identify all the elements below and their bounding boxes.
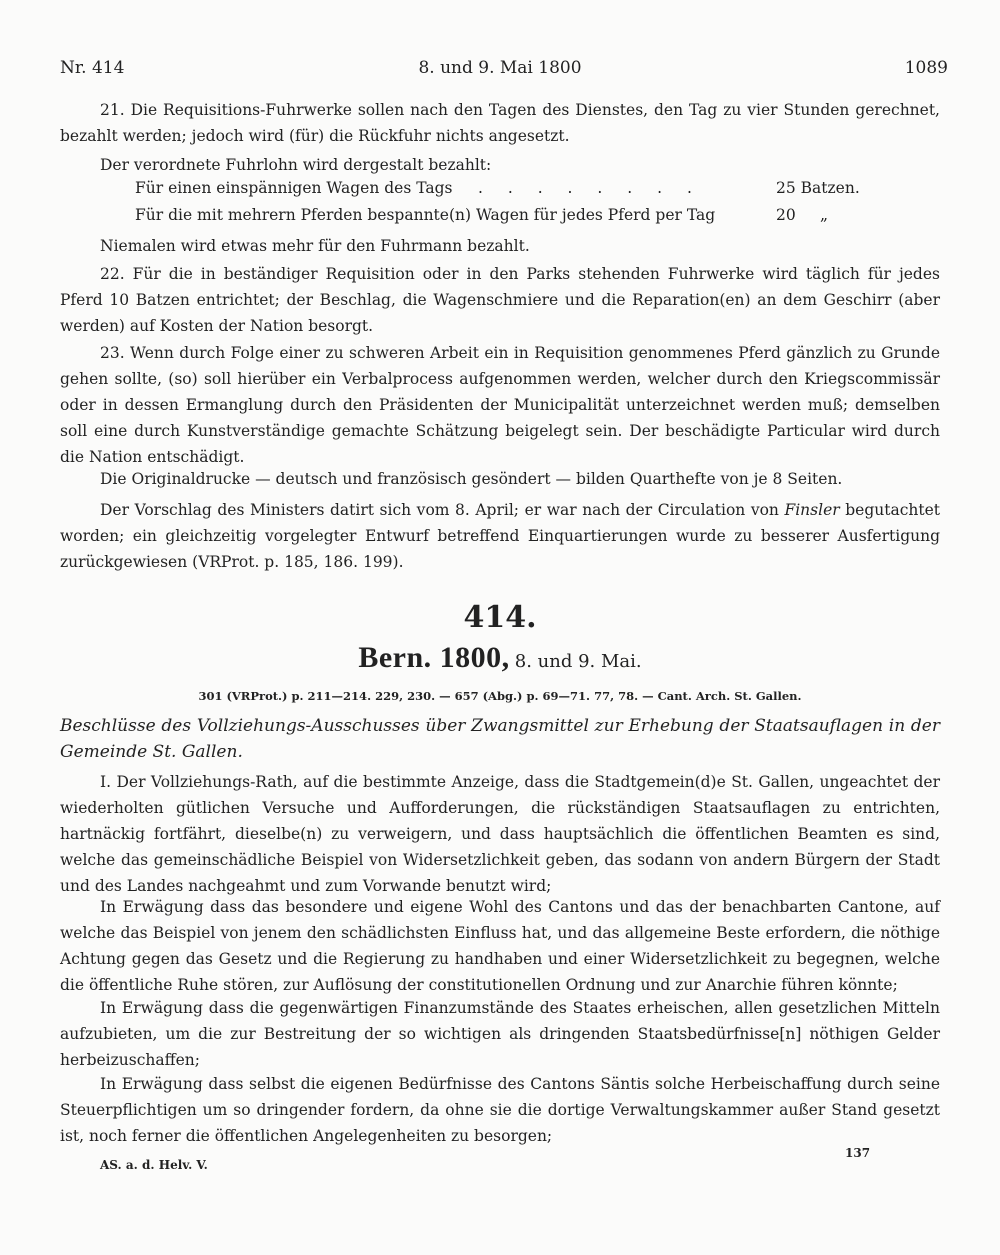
fuhrlohn-intro: Der verordnete Fuhrlohn wird dergestalt bezahlt:	[100, 156, 492, 174]
pay-line-single-horse: Für einen einspännigen Wagen des Tags	[135, 179, 453, 197]
pay-line-amount-2: 20	[776, 206, 796, 224]
note-vorschlag	[60, 497, 940, 575]
pay-line-unit: „	[820, 206, 829, 224]
erwaegung-3: In Erwägung dass selbst die eigenen Bedürfnisse des Cantons Säntis solche Herbeischaffung durch seine Steuerpflichtigen um so dringender fordern, da ohne sie die dortige Verwaltungskammer außer Stand gesetzt ist, noch ferner die öffentlichen Angelegenheiten zu besorgen;	[60, 1075, 940, 1145]
paragraph-21: 21. Die Requisitions-Fuhrwerke sollen nach den Tagen des Dienstes, den Tag zu vier Stunden gerechnet, bezahlt werden; jedoch wird (für) die Rückfuhr nichts angesetzt.	[60, 101, 940, 145]
document-title: Beschlüsse des Vollziehungs-Ausschusses über Zwangsmittel zur Erhebung der Staatsauflagen in der Gemeinde St. Gallen.	[60, 716, 940, 762]
niemals-line: Niemalen wird etwas mehr für den Fuhrmann bezahlt.	[100, 237, 530, 255]
footer-source: AS. a. d. Helv. V.	[100, 1158, 208, 1172]
source-references: 301 (VRProt.) p. 211—214. 229, 230. — 657 (Abg.) p. 69—71. 77, 78. — Cant. Arch. St. Gallen.	[198, 689, 802, 703]
place-date-heading	[0, 641, 1000, 675]
note-originaldrucke: Die Originaldrucke — deutsch und französisch gesöndert — bilden Quarthefte von je 8 Seiten.	[100, 470, 843, 488]
place-date-big: Bern. 1800,	[358, 641, 510, 674]
erwaegung-1: In Erwägung dass das besondere und eigene Wohl des Cantons und das der benachbarten Cantone, auf welche das Beispiel von jenem den schädlichsten Einfluss hat, und das allgemeine Beste erfordern, die nöthige Achtung gegen das Gesetz und die Regierung zu handhaben und einer Widersetzlichkeit zu begegnen, welche die öffentliche Ruhe stören, zur Auflösung der constitutionellen Ordnung und zur Anarchie führen könnte;	[60, 898, 940, 994]
pay-line-amount-1: 25 Batzen.	[776, 179, 860, 197]
document-number: 414.	[463, 600, 537, 635]
paragraph-22: 22. Für die in beständiger Requisition oder in den Parks stehenden Fuhrwerke wird täglich für jedes Pferd 10 Batzen entrichtet; der Beschlag, die Wagenschmiere und die Reparation(en) an dem Geschirr (aber werden) auf Kosten der Nation besorgt.	[60, 265, 940, 335]
paragraph-23: 23. Wenn durch Folge einer zu schweren Arbeit ein in Requisition genommenes Pferd gänzlich zu Grunde gehen sollte, (so) soll hierüber ein Verbalprocess aufgenommen werden, welcher durch den Kriegscommissär oder in dessen Ermanglung durch den Präsidenten der Municipalität unterzeichnet werden muß; demselben soll eine durch Kunstverständige gemachte Schätzung beigelegt sein. Der beschädigte Particular wird durch die Nation entschädigt.	[60, 344, 940, 466]
pay-line-dots: . . . . . . . .	[478, 179, 702, 197]
note-vorschlag-name: Finsler	[784, 501, 840, 519]
section-i: I. Der Vollziehungs-Rath, auf die bestimmte Anzeige, dass die Stadtgemein(d)e St. Gallen, ungeachtet der wiederholten gütlichen Versuche und Aufforderungen, die rückständigen Staatsauflagen zu entrichten, hartnäckig fortfährt, dieselbe(n) zu verweigern, und dass hauptsächlich die öffentlichen Beamten es sind, welche das gemeinschädliche Beispiel von Widersetzlichkeit geben, das sodann von andern Bürgern der Stadt und des Landes nachgeahmt und zum Vorwande benutzt wird;	[60, 773, 940, 895]
pay-line-multi-horse: Für die mit mehrern Pferden bespannte(n) Wagen für jedes Pferd per Tag	[135, 206, 716, 224]
erwaegung-2: In Erwägung dass die gegenwärtigen Finanzumstände des Staates erheischen, allen gesetzlichen Mitteln aufzubieten, um die zur Bestreitung der so wichtigen als dringenden Staatsbedürfnisse[n] nöthigen Gelder herbeizuschaffen;	[60, 999, 940, 1069]
header-date: 8. und 9. Mai 1800	[418, 58, 582, 78]
header-page-number: 1089	[904, 58, 948, 78]
note-vorschlag-text-b: begutachtet worden; ein gleichzeitig vorgelegter Entwurf betreffend Einquartierungen wurde zu besserer Ausfertigung zurückgewiesen (VRProt. p. 185, 186. 199).	[60, 501, 940, 571]
header-doc-number: Nr. 414	[60, 58, 125, 78]
note-vorschlag-text-a: Der Vorschlag des Ministers datirt sich vom 8. April; er war nach der Circulation von	[100, 501, 785, 519]
footer-page-number: 137	[845, 1146, 871, 1160]
place-date-small: 8. und 9. Mai.	[514, 651, 642, 672]
